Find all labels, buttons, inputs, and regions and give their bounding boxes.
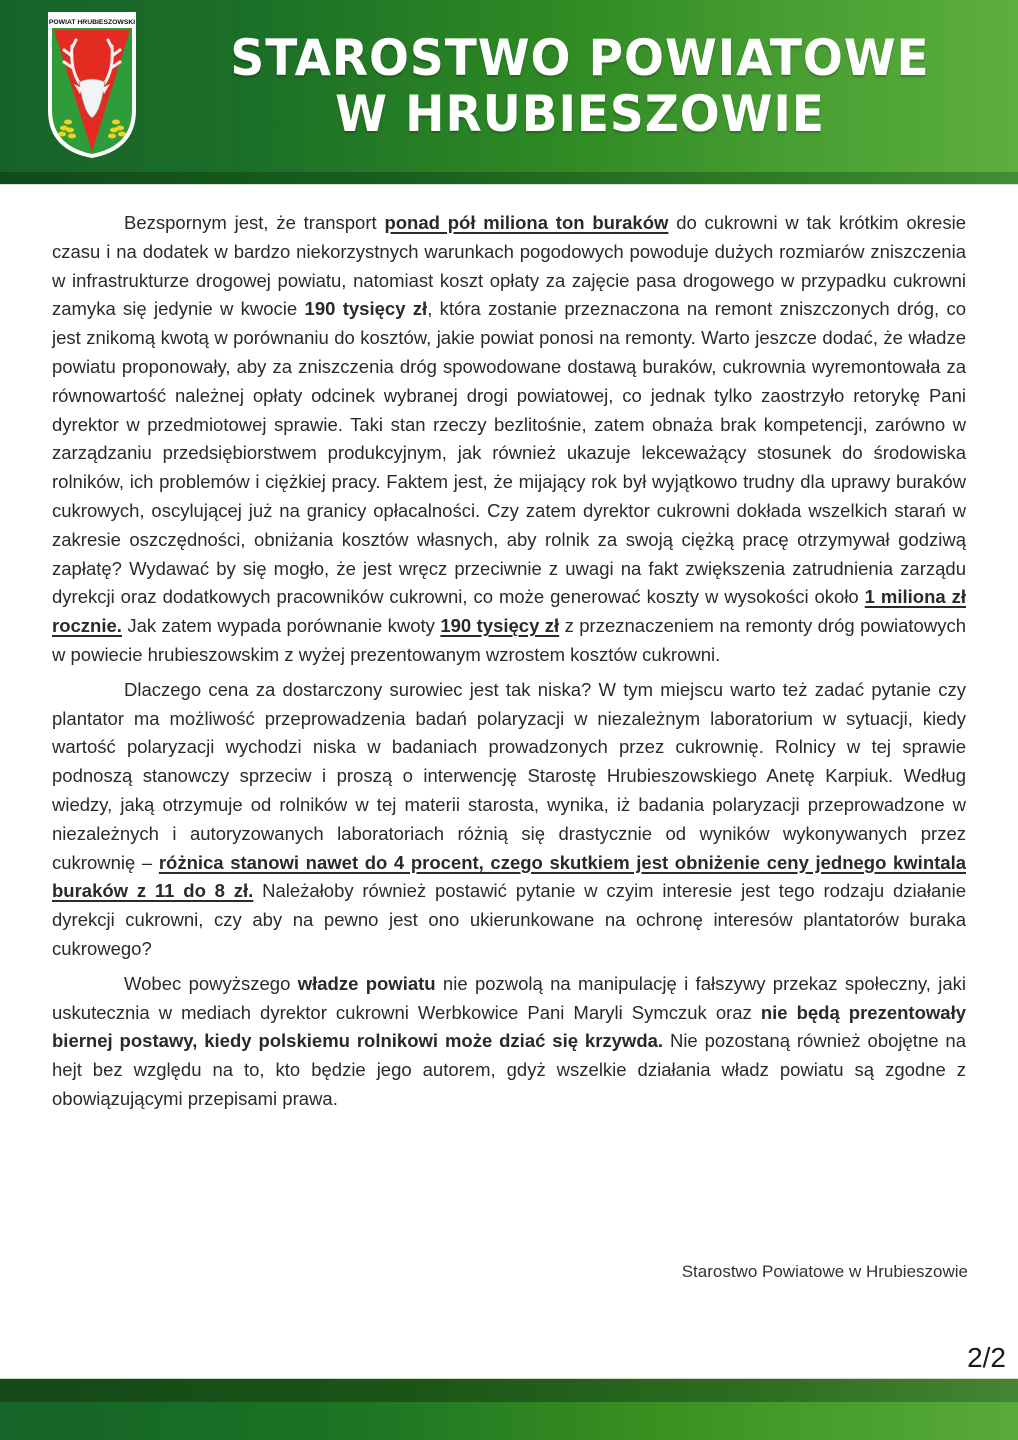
header-divider xyxy=(0,172,1018,185)
header-banner xyxy=(0,0,1018,172)
coat-of-arms-icon xyxy=(46,10,138,160)
footer-banner xyxy=(0,1402,1018,1440)
highlight-fee: 190 tysięcy zł xyxy=(304,298,428,320)
highlight-tonnage: ponad pół miliona ton buraków xyxy=(384,212,669,233)
page-title xyxy=(195,30,966,142)
title-line-1: STAROSTWO POWIATOWE xyxy=(230,29,930,87)
highlight-costs: 1 miliona zł rocznie. xyxy=(52,586,966,637)
title-line-2: W HRUBIESZOWIE xyxy=(335,85,825,143)
svg-text:POWIAT HRUBIESZOWSKI: POWIAT HRUBIESZOWSKI xyxy=(48,19,136,26)
paragraph-1: Bezspornym jest, że transport ponad pół miliona ton buraków do cukrowni w tak krótkim okresie czasu i na dodatek w bardzo niekorzystnych warunkach pogodowych powoduje dużych rozmiarów zniszczenia w infrastrukturze drogowej powiatu, natomiast koszt opłaty za zajęcie pasa drogowego w przypadku cukrowni zamyka się jedynie w kwocie 190 tysięcy zł, która zostanie przeznaczona na remont zniszczonych dróg, co jest znikomą kwotą w porównaniu do kosztów, jakie powiat ponosi na remonty. Warto jeszcze dodać, że władze powiatu proponowały, aby za zniszczenia dróg spowodowane dostawą buraków, cukrownia wyremontowała za równowartość należnej opłaty odcinek wybranej drogi powiatowej, co jednak tylko zaostrzyło retorykę Pani dyrektor w przedmiotowej sprawie. Taki stan rzeczy bezlitośnie, zatem obnaża brak kompetencji, zarówno w zarządzaniu przedsiębiorstwem produkcyjnym, jak również ukazuje lekceważący stosunek do środowiska rolników, ich problemów i ciężkiej pracy. Faktem jest, że mijający rok był wyjątkowo trudny dla uprawy buraków cukrowych, oscylującej już na granicy opłacalności. Czy zatem dyrektor cukrowni dokłada wszelkich starań w zakresie oszczędności, obniżania kosztów własnych, aby rolnik za swoją ciężką pracę otrzymywał godziwą zapłatę? Wydawać by się mogło, że jest wręcz przeciwnie z uwagi na fakt zwiększenia zatrudnienia zarządu dyrekcji oraz dodatkowych pracowników cukrowni, co może generować koszty w wysokości około 1 miliona zł rocznie. Jak zatem wypada porównanie kwoty 190 tysięcy zł z przeznaczeniem na remonty dróg powiatowych w powiecie hrubieszowskim z wyżej prezentowanym wzrostem kosztów cukrowni. xyxy=(52,212,967,665)
page-number: 2/2 xyxy=(967,1342,1006,1373)
highlight-authorities: władze powiatu xyxy=(297,972,436,994)
paragraph-3: Wobec powyższego władze powiatu nie pozwolą na manipulację i fałszywy przekaz społeczny, jaki uskutecznia w mediach dyrektor cukrowni Werbkowice Pani Maryli Symczuk oraz nie będą prezentowały biernej postawy, kiedy polskiemu rolnikowi może dziać się krzywda. Nie pozostaną również obojętne na hejt bez względu na to, kto będzie jego autorem, gdyż wszelkie działania władz powiatu są zgodne z obowiązującymi przepisami prawa. xyxy=(52,972,967,1109)
highlight-statement: nie będą prezentowały biernej postawy, kiedy polskiemu rolnikowi może dziać się krzywda. xyxy=(52,1001,966,1052)
footer-divider xyxy=(0,1378,1018,1403)
paragraph-2: Dlaczego cena za dostarczony surowiec jest tak niska? W tym miejscu warto też zadać pytanie czy plantator ma możliwość przeprowadzenia badań polaryzacji w niezależnym laboratorium w sytuacji, kiedy wartość polaryzacji wychodzi niska w badaniach prowadzonych przez cukrownię. Rolnicy w tej sprawie podnoszą stanowczy sprzeciw i proszą o interwencję Starostę Hrubieszowskiego Anetę Karpiuk. Według wiedzy, jaką otrzymuje od rolników w tej materii starosta, wynika, iż badania polaryzacji przeprowadzone w niezależnych i autoryzowanych laboratoriach różnią się drastycznie od wyników wykonywanych przez cukrownię – różnica stanowi nawet do 4 procent, czego skutkiem jest obniżenie ceny jednego kwintala buraków z 11 do 8 zł. Należałoby również postawić pytanie w czyim interesie jest tego rodzaju działanie dyrekcji cukrowni, czy aby na pewno jest ono ukierunkowane na ochronę interesów plantatorów buraka cukrowego? xyxy=(52,678,966,959)
signature: Starostwo Powiatowe w Hrubieszowie xyxy=(681,1262,968,1281)
document-body xyxy=(52,209,966,1114)
highlight-fee-2: 190 tysięcy zł xyxy=(440,615,560,637)
highlight-price-drop: różnica stanowi nawet do 4 procent, czego skutkiem jest obniżenie ceny jednego kwintala buraków z 11 do 8 zł. xyxy=(52,851,966,902)
